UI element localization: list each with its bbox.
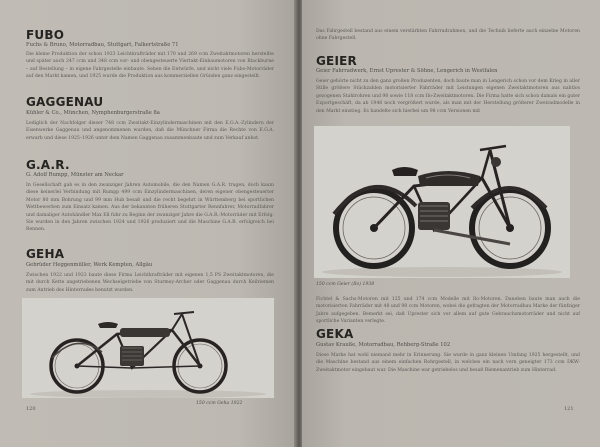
photo-geha-motorcycle [22, 298, 274, 398]
heading-geka: GEKA [316, 327, 354, 341]
body-fubo: Die kleine Produktion der schon 1923 Leichtkrafträder mit 170 und 269 ccm Zweitaktmotoren herstellte und später auch 247 ccm und 348 ccm vor- und obengesteuerte Viertakt-Einbaumotoren von Blackburne – auf Bestellung – in eigene Fahrgestelle einbaute. Sehen die Entwürfe, und nicht viele Fubo-Motorräder auf den Markt kamen, und 1925 wurde die Produktion aus kommerziellen Gründen ganz eingestellt. [26, 52, 274, 80]
photo-geier-motorcycle [314, 126, 570, 278]
heading-gaggenau: GAGGENAU [26, 95, 104, 109]
caption-geha: 150 ccm Geha 1922 [196, 401, 243, 406]
geier-motorcycle-illustration [314, 126, 570, 278]
left-page [0, 0, 296, 447]
geha-motorcycle-illustration [22, 298, 274, 398]
body-geha: Zwischen 1922 und 1923 baute diese Firma Leichtkrafträder mit eigenen 1,5 PS Zweitaktmotoren, die mit durch Kette angetriebenen Wechselgetriebe von Sturmey-Archer oder Gaggenau durch Keilriemen zum Antrieb des Hinterrades benutzt wurden. [26, 273, 274, 293]
body-intro: Das Fahrgestell bestand aus einem verstärkten Fahrradrahmen, und die Technik lieferte auch einzelne Motoren ohne Fahrgestell. [316, 29, 580, 42]
subheading-fubo: Fuchs & Bruno, Motorradbau, Stuttgart, Falkertstraße 71 [26, 42, 179, 48]
subheading-geha: Gebrüder Heggenmüller, Werk Kempten, Allgäu [26, 262, 153, 268]
subheading-gar: G. Adolf Rumpp, Münster am Neckar [26, 172, 124, 178]
heading-gar: G.A.R. [26, 158, 70, 172]
body-geka: Diese Marke hat wohl niemand mehr in Erinnerung. Sie wurde in ganz kleinen Umfang 1925 hergestellt, und die Maschine bestand aus einem einfachen Rohrgestell, in welches ein nach vorn geneigter 173 ccm DKW-Zweitaktmotor eingebaut war. Die Maschine war getriebelos und besaß Riemenantrieb zum Hinterrad. [316, 353, 580, 373]
body-gar: In Gesellschaft gab es in den zwanziger Jahren Automobile, die den Namen G.A.R. trugen, doch kaum diese keinerlei Verbindung mit Rumpp 499 ccm Einzylindermaschinen, deren eigener obengesteuerter Motor 80 mm Bohrung und 99 mm Hub besaß und die recht begehrt in Württemberg bei sportlichen Wettbewerben zum Einsatz kamen. Aus der bekannten früheren Stuttgarter Rennfahrer, Motorradfahrer und damaliger Autohändler Max Ell fuhr zu Beginn der zwanziger Jahre die G.A.R.-Motorräder mit Erfolg. Sie wurden in den Jahren zwischen 1924 und 1926 produziert und die Maschine G.A.R. erfolgreich bei Rennen. [26, 183, 274, 233]
right-page [302, 0, 600, 447]
body-gaggenau: Lediglich der Nachfolger dieser 748 ccm Zweitakt-Einzylindermaschinen mit den E.G.A.-Zylindern der Eisenwerke Gaggenau und angenommenen wurden, daß die Münchner Firma die Rechte von E.G.A. erwarb und diese 1925–1926 unter dem Namen Gaggenau zusammenbaute und zum Verkauf anbot. [26, 121, 274, 141]
heading-fubo: FUBO [26, 28, 65, 42]
page-number-left: 120 [26, 406, 36, 412]
heading-geier: GEIER [316, 54, 357, 68]
subheading-geier: Geier Fahrradwerk, Ernst Uprester & Söhne, Lengerich in Westfalen [316, 68, 498, 74]
subheading-geka: Gustav Krauße, Motorradbau, Rehberg-Straße 102 [316, 342, 451, 348]
heading-geha: GEHA [26, 247, 65, 261]
body-geier: Geier gehörte nicht zu den ganz großen Produzenten, doch baute man in Lengerich schon vor dem Krieg in aller Stille größere Stückzahlen motorisierter Fahrräder mit Leistungen eigenen Zweitaktmotoren aus nahtlos gezogenen Stahlrohren und 98 sowie 118 ccm Ilo-Zweitaktmotoren. Die Firma hatte sich schon damals ein guter Exportgeschäft, da ab 1948 noch vergrößert wurde, als man mit der Herstellung größerer Zweiradmodelle in den Markt einstieg. Es handelte sich hierbei um 98 ccm Versionen mit [316, 79, 580, 114]
page-number-right: 121 [564, 406, 574, 412]
body-geier-continued: Fichtel & Sachs-Motoren mit 125 und 174 ccm Modelle mit Ilo-Motoren. Daneben baute man auch die motorisierten Fahrräder mit 48 und 98 ccm Motoren, wobei die gefragten der Motorradbau Marke der fünfziger Jahre aufgegeben. Bemerkt sei, daß Uprester sich vor allem auf gute Gebrauchsmotorräder und nicht auf sportliche Varianten verlegte. [316, 297, 580, 325]
subheading-gaggenau: Kühler & Co., München, Nymphenburgerstraße 8a [26, 110, 160, 116]
caption-geier: 150 ccm Geier (Ilo) 1938 [316, 282, 375, 287]
